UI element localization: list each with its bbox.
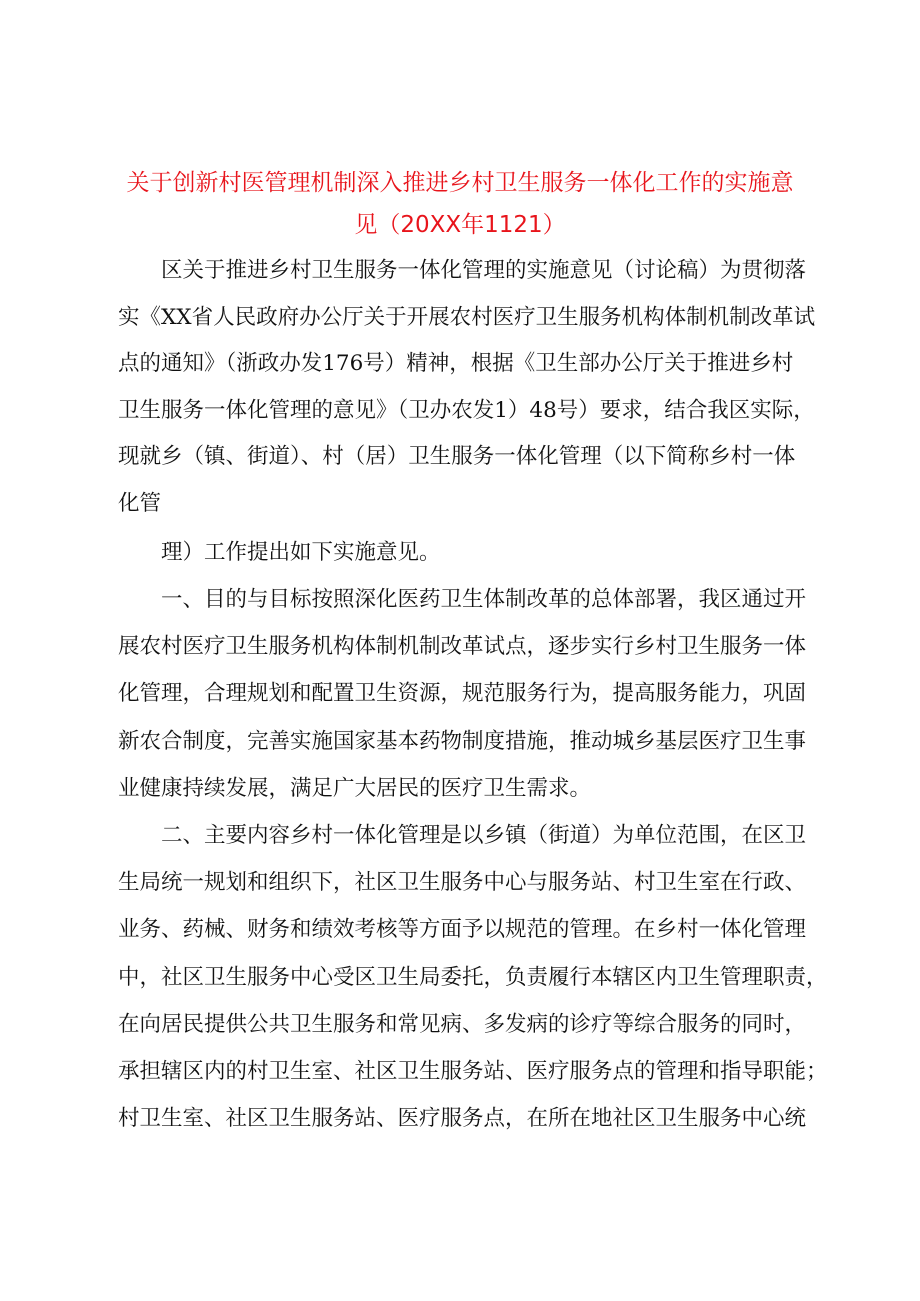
paragraph-section-2 <box>118 823 828 1153</box>
paragraph-line: 一、目的与目标按照深化医药卫生体制改革的总体部署，我区通过开 <box>161 587 807 612</box>
paragraph-line: 点的通知》（浙政办发176号）精神，根据《卫生部办公厅关于推进乡村 <box>118 351 794 377</box>
paragraph-line: 现就乡（镇、街道）、村（居）卫生服务一体化管理（以下简称乡村一体 <box>118 444 796 470</box>
paragraph-line: 业健康持续发展，满足广大居民的医疗卫生需求。 <box>118 775 592 801</box>
paragraph-line: 实《XX省人民政府办公厅关于开展农村医疗卫生服务机构体制机制改革试 <box>118 304 816 330</box>
paragraph-line: 化管 <box>118 490 162 516</box>
paragraph-line: 业务、药械、财务和绩效考核等方面予以规范的管理。在乡村一体化管理 <box>118 917 807 943</box>
paragraph-line: 在向居民提供公共卫生服务和常见病、多发病的诊疗等综合服务的同时， <box>118 1011 807 1037</box>
paragraph-line: 村卫生室、社区卫生服务站、医疗服务点，在所在地社区卫生服务中心统 <box>118 1106 807 1132</box>
paragraph-line: 卫生服务一体化管理的意见》（卫办农发1）48号）要求，结合我区实际， <box>118 397 815 423</box>
paragraph-line: 展农村医疗卫生服务机构体制机制改革试点，逐步实行乡村卫生服务一体 <box>118 634 807 660</box>
paragraph-line: 新农合制度，完善实施国家基本药物制度措施，推动城乡基层医疗卫生事 <box>118 728 807 754</box>
paragraph-line: 生局统一规划和组织下，社区卫生服务中心与服务站、村卫生室在行政、 <box>118 870 807 896</box>
paragraph-line: 中，社区卫生服务中心受区卫生局委托，负责履行本辖区内卫生管理职责， <box>118 964 828 990</box>
paragraph-line: 理）工作提出如下实施意见。 <box>161 540 441 565</box>
paragraph-line: 化管理，合理规划和配置卫生资源，规范服务行为，提高服务能力，巩固 <box>118 681 807 707</box>
paragraph-line: 二、主要内容乡村一体化管理是以乡镇（街道）为单位范围，在区卫 <box>161 823 807 848</box>
paragraph-intro <box>118 258 818 538</box>
paragraph-continuation <box>118 540 818 587</box>
document-title-line-1: 关于创新村医管理机制深入推进乡村卫生服务一体化工作的实施意 <box>126 170 794 196</box>
paragraph-line: 区关于推进乡村卫生服务一体化管理的实施意见（讨论稿）为贯彻落 <box>161 258 807 283</box>
paragraph-section-1 <box>118 587 818 823</box>
paragraph-line: 承担辖区内的村卫生室、社区卫生服务站、医疗服务点的管理和指导职能； <box>118 1058 828 1084</box>
document-title-line-2: 见（20XX年1121） <box>354 212 566 238</box>
